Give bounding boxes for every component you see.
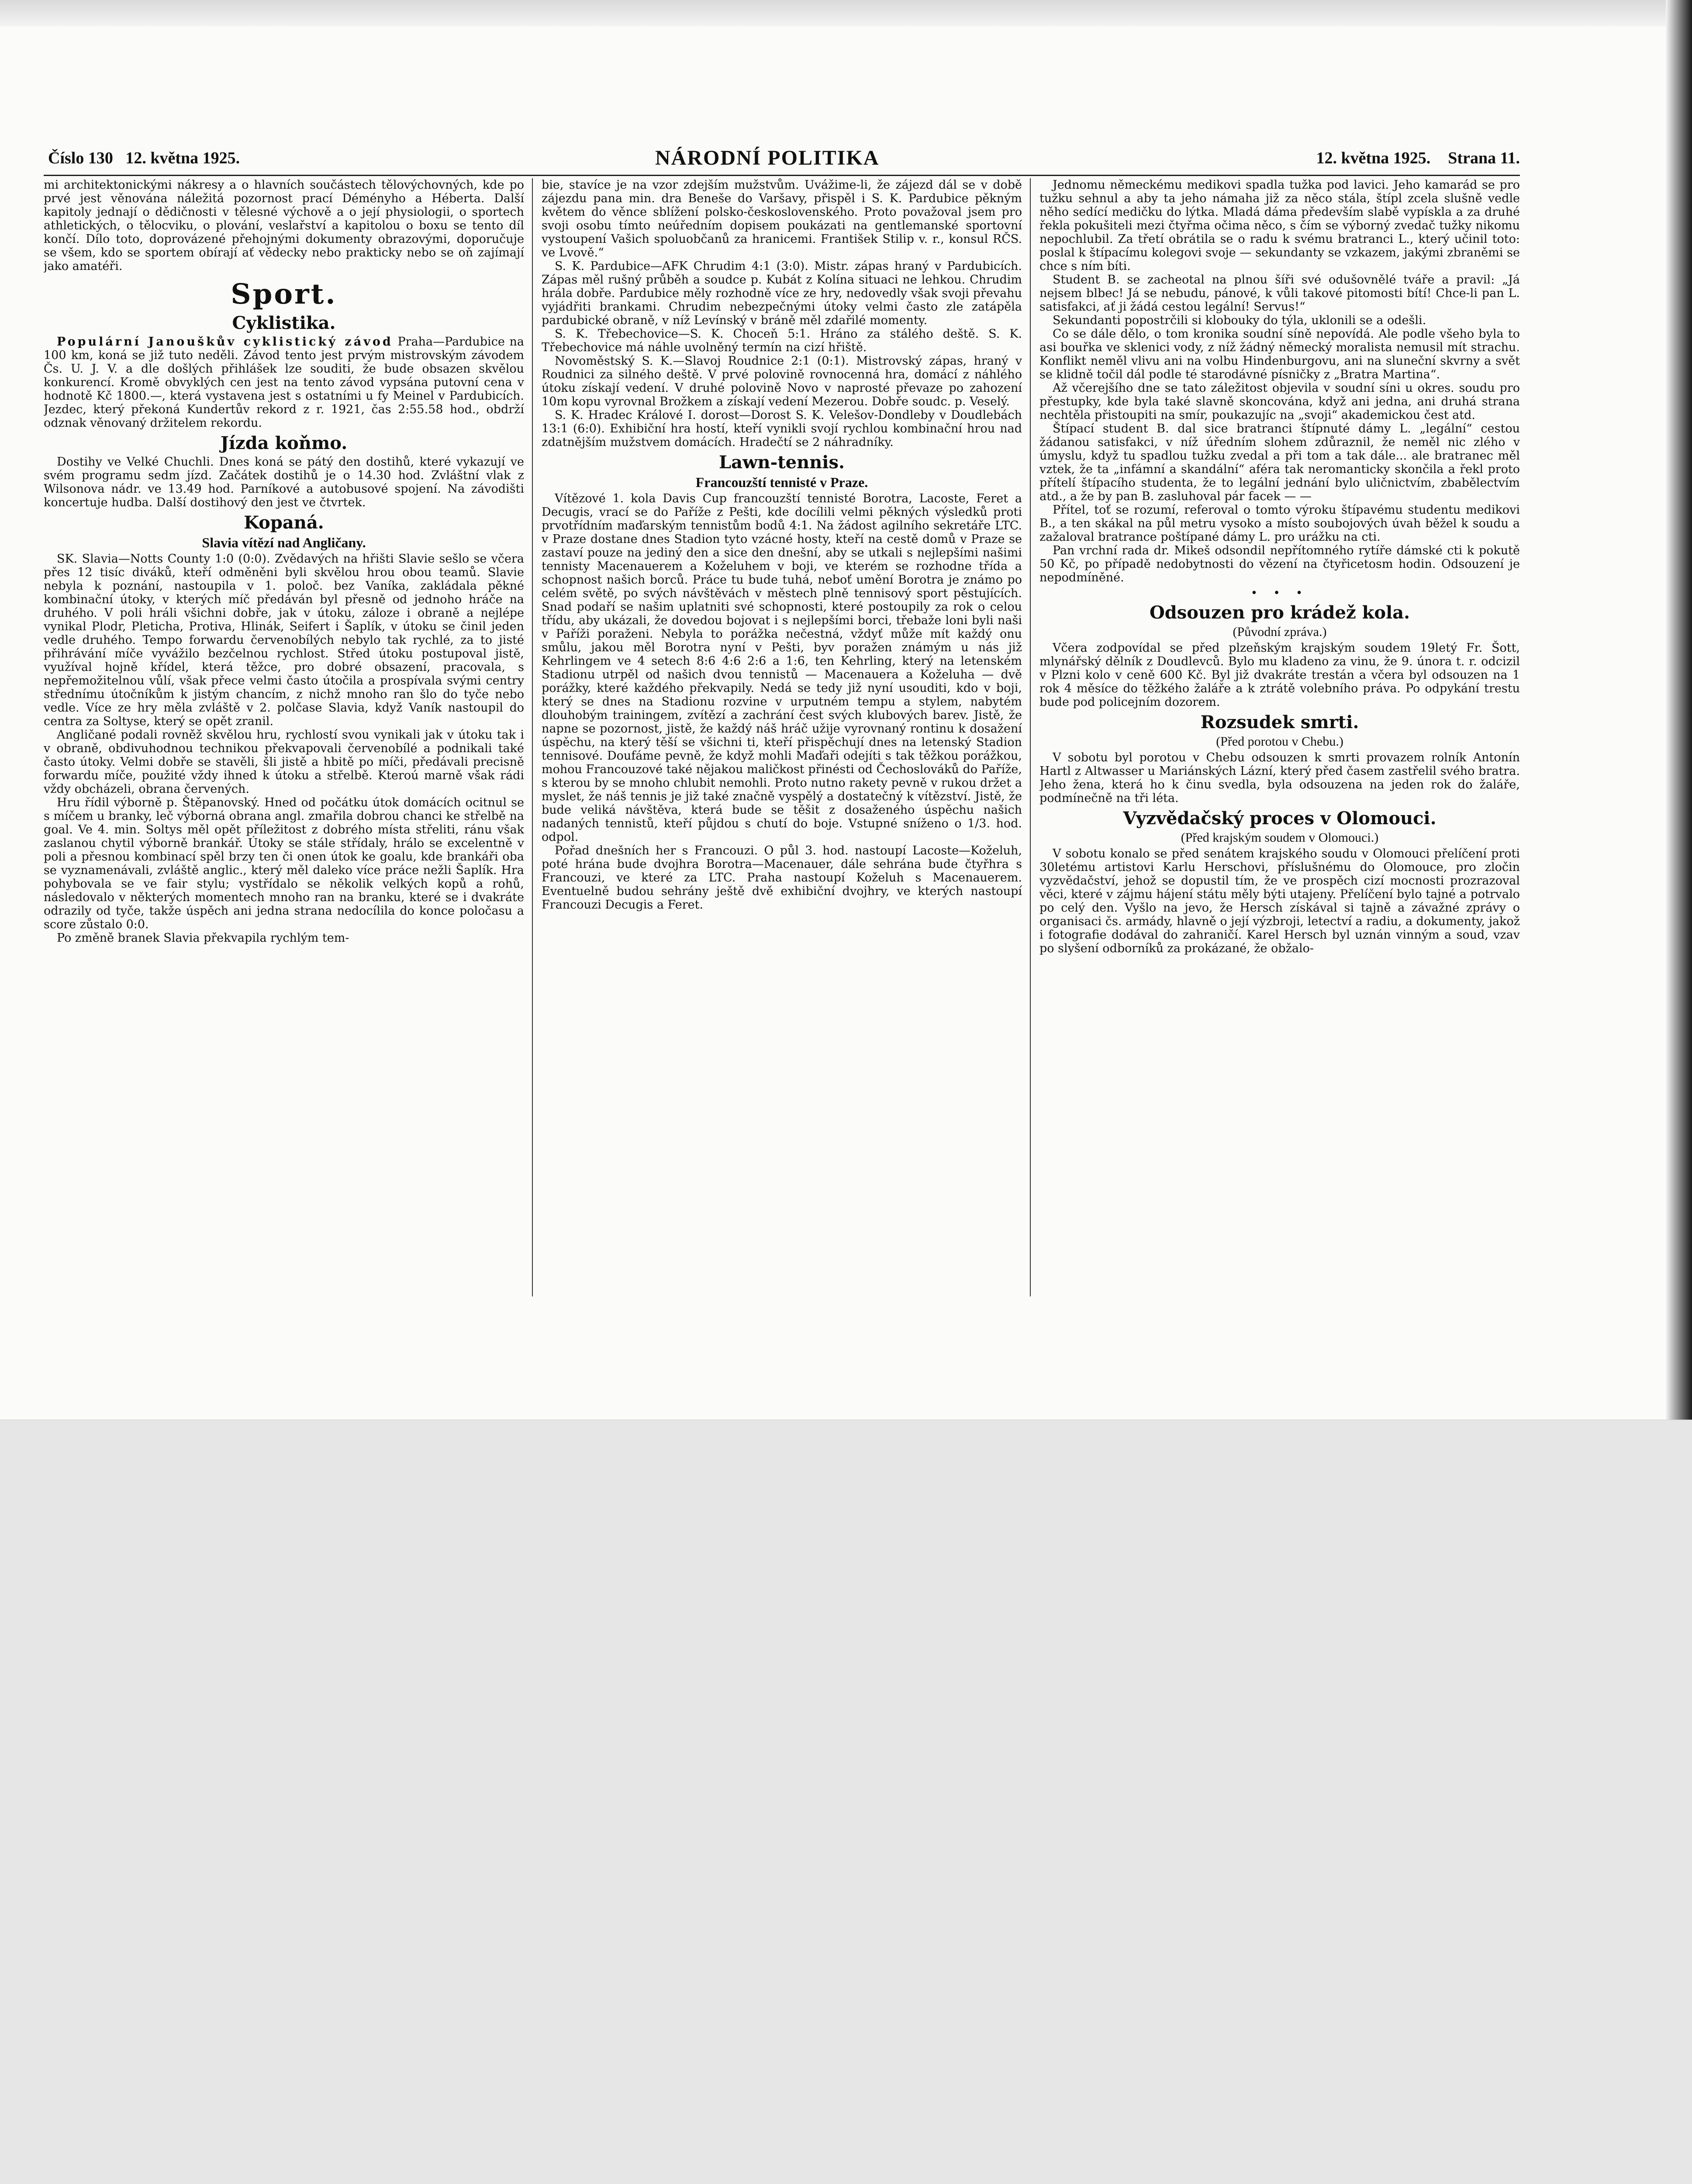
cyklistika-article: [44, 335, 524, 430]
kolo-subheading: (Původní zpráva.): [1233, 625, 1327, 639]
column-1: [44, 178, 524, 1401]
issue-date-left: 12. května 1925.: [125, 149, 240, 167]
sport-heading: Sport.: [231, 278, 337, 311]
letter-continuation: bie, stavíce je na vzor zdejším mužstvům. Uvážime-li, že zájezd dál se v době zájezdu pana min. dra Beneše do Varšavy, přispěl i S. K. Pardubice pěkným květem do věnce sblížení polsko-československého. Proto považoval jsem pro svoji osobu tímto neúředním dopisem poukázati na gentlemanské sportovní vystoupení Vašich spoluobčanů za hranicemi. František Stilip v. r., konsul RČS. ve Lvově.“: [542, 178, 1022, 259]
kolo-article: Včera zodpovídal se před plzeňským krajským soudem 19letý Fr. Šott, mlynářský dělník z Doudlevců. Bylo mu kladeno za vinu, že 9. února t. r. odcizil v Plzni kolo v ceně 600 Kč. Byl již dvakráte trestán a včera byl odsouzen na 1 rok 4 měsíce do těžkého žaláře a k ztrátě volebního práva. Po odpykání trestu bude pod policejním dozorem.: [1039, 641, 1520, 709]
proces-subheading: (Před krajským soudem v Olomouci.): [1181, 830, 1379, 845]
page-number: Strana 11.: [1448, 149, 1520, 167]
issue-number: Číslo 130: [48, 149, 113, 167]
kolo-heading: Odsouzen pro krádež kola.: [1149, 602, 1410, 623]
lawn-tennis-subheading: Francouzští tennisté v Praze.: [695, 474, 868, 490]
proces-article: V sobotu konalo se před senátem krajského soudu v Olomouci přelíčení proti 30letému artistovi Karlu Herschovi, příslušnému do Olomouce, pro zločin vyzvědačství, jehož se dopustil tím, že ve prospěch cizí mocnosti prozrazoval věci, které v zájmu hájení státu měly býti utajeny. Přelíčení bylo tajné a potrvalo po celý den. Vyšlo na jevo, že Hersch získával si tajně a závažné zprávy o organisaci čs. armády, hlavně o její výzbroji, letectví a radiu, a dokumenty, jakož i fotografie dodával do zahraničí. Karel Hersch byl uznán vinným a soud, vzav po slyšení odborníků za prokázané, že obžalo-: [1039, 847, 1520, 955]
kopana-paragraph-2: Angličané podali rovněž skvělou hru, rychlostí svou vynikali jak v útoku tak i v obraně, obdivuhodnou technikou překvapovali červenobílé a podnikali také často útoky. Velmi dobře se stavěli, šli jistě a hbitě po míči, předávali precisně forwardu míče, použité vždy ihned k útoku a střelbě. Kteroú marně však rádi vždy obcházeli, obrana červených.: [44, 728, 524, 796]
cyklistika-text: Praha—Pardubice na 100 km, koná se již tuto neděli. Závod tento jest prvým mistrovským závodem Čs. U. J. V. a dle došlých přihlášek lze souditi, že bude obsazen skvělou konkurencí. Kromě obvyklých cen jest na tento závod vypsána putovní cena v hodnotě Kč 1800.—, která vystavena jest s ostatními u fy Meinel v Pardubicích. Jezdec, který překoná Kundertův rekord z r. 1921, čas 2:55.58 hod., obdrží odznak věnovaný držitelem rekordu.: [44, 335, 524, 430]
column-2: [542, 178, 1022, 1401]
jizda-article: Dostihy ve Velké Chuchli. Dnes koná se pátý den dostihů, které vykazují ve svém programu sedm jízd. Začátek dostihů je o 14.30 hod. Zvláštní vlak z Wilsonova nádr. ve 13.49 hod. Parníkové a autobusové spojení. Na závodišti koncertuje hudba. Další dostihový den jest ve čtvrtek.: [44, 455, 524, 509]
column-rule-1: [532, 178, 533, 1296]
lawn-tennis-paragraph-2: Pořad dnešních her s Francouzi. O půl 3. hod. nastoupí Lacoste—Koželuh, poté hrána bude dvojhra Borotra—Macenauer, dále sehrána bude čtyřhra s Francouzi, ve které za LTC. Praha nastoupí Koželuh s Macenauerem. Eventuelně budou sehrány ještě dvě exhibiční dvojhry, ve kterých nastoupí Francouzi Decugis a Feret.: [542, 844, 1022, 912]
smrt-heading: Rozsudek smrti.: [1200, 712, 1359, 733]
court-story-paragraph-3: Sekundanti popostrčili si klobouky do týla, uklonili se a odešli.: [1053, 314, 1426, 327]
issue-date-right: 12. května 1925.: [1316, 149, 1431, 167]
header-left: [48, 149, 240, 168]
newspaper-page: [44, 131, 1520, 1406]
lawn-tennis-heading: Lawn-tennis.: [719, 452, 845, 473]
match-hradec: S. K. Hradec Králové I. dorost—Dorost S. K. Velešov-Dondleby v Doudlebách 13:1 (6:0). Exhibiční hra hostí, kteří vynikli svojí rychlou kombinační hrou nad zdatnějším mužstvem domácích. Hradečtí se 2 náhradníky.: [542, 408, 1022, 449]
kopana-paragraph-4: Po změně branek Slavia překvapila rychlým tem-: [57, 931, 349, 945]
match-pardubice: S. K. Pardubice—AFK Chrudim 4:1 (3:0). Mistr. zápas hraný v Pardubicích. Zápas měl rušný průběh a soudce p. Kubát z Kolína situaci ne lehkou. Chrudim hrála dobře. Pardubice měly rozhodně více ze hry, nedovedly však svoji převahu vyjádřiti brankami. Chrudim nebezpečnými útoky velmi často zle zatápěla pardubické obraně, v níž Levínský v bráně měl zdařilé momenty.: [542, 259, 1022, 327]
jizda-heading: Jízda koňmo.: [220, 433, 348, 453]
match-novomestsky: Novoměstský S. K.—Slavoj Roudnice 2:1 (0:1). Mistrovský zápas, hraný v Roudnici za silného deště. V prvé polovině rovnocenná hra, domácí z náhlého útoku získají vedení. V druhé polovině Novo v naprosté převaze po zahození 10m kopu vyrovnal Brožkem a získají vedení Mezerou. Dobře soudc. p. Veselý.: [542, 354, 1022, 408]
court-story-paragraph-7: Přítel, toť se rozumí, referoval o tomto výroku štípavému studentu medikovi B., a ten skákal na půl metru vysoko a místo soubojových úvah běžel k soudu a zažaloval bratrance poštípané dámy L. pro urážku na cti.: [1039, 503, 1520, 544]
header-rule: [44, 175, 1520, 176]
court-story-paragraph-4: Co se dále dělo, o tom kronika soudní síně nepovídá. Ale podle všeho byla to asi bouřka ve sklenici vody, z níž žádný německý moralista nemusil mít strachu. Konflikt neměl vlivu ani na volbu Hindenburgovu, ani na sluneční skvrny a svět se klidně točil dál podle té starodávné písničky z „Bratra Martina“.: [1039, 327, 1520, 381]
kopana-paragraph-3: Hru řídil výborně p. Štěpanovský. Hned od počátku útok domácích ocitnul se s míčem u branky, leč výborná obrana angl. zmařila dobrou chanci ke střelbě na goal. Ve 4. min. Soltys měl opět příležitost z dobrého místa střeliti, ránu však zaslanou chytil výborně brankář. Útoky se stále střídaly, hrálo se excelentně v poli a přesnou kombinací spěl brzy ten či onen útok ke goalu, kde brankáři oba se vyznamenávali, zvláště anglic., který měl daleko více práce nežli Šaplík. Hra pohybovala se ve fair stylu; vystřídalo se několik velkých kopů a rohů, následovalo v některých momentech mnoho ran na branku, které se i dvakráte odrazily od tyče, takže úspěch ani jedna strana nedocílila do konce poločasu a score zůstalo 0:0.: [44, 796, 524, 931]
smrt-article: V sobotu byl porotou v Chebu odsouzen k smrti provazem rolník Antonín Hartl z Altwasser u Mariánských Lázní, který před časem zastřelil svého bratra. Jeho žena, která ho k činu svedla, byla odsouzena na jeden rok do žaláře, podmínečně na tři léta.: [1039, 751, 1520, 805]
court-story-paragraph-1: Jednomu německému medikovi spadla tužka pod lavici. Jeho kamarád se pro tužku sehnul a aby ta jeho námaha již za něco stála, štípl zcela slušně vedle něho sedící medičku do lýtka. Mladá dáma především slabě vypískla a za druhé řekla pokušiteli mezi čtyřma očima něco, s čím se výborný zvedač tužky nikomu nepochlubil. Za třetí obrátila se o radu k svému bratranci L., který učinil toto: poslal k štípacímu kolegovi svoje — sekundanty se vzkazem, jakými zbraněmi se chce s ním bíti.: [1039, 178, 1520, 273]
article-intro: mi architektonickými nákresy a o hlavních součástech tělovýchovných, kde po prvé jest věnována náležitá pozornost prací Déményho a Héberta. Další kapitoly jednají o dědičnosti v tělesné výchově a o její physiologii, o sportech athletických, o tělocviku, o plování, veslařství a kapitolou o boxu se tento díl končí. Dílo toto, doprovázené přehojnými dokumenty obrazovými, doporučuje se všem, kdo se sportem obírají ať vědecky nebo prakticky nebo se oň zajímají jako amatéři.: [44, 178, 524, 273]
court-story-paragraph-6: Štípací student B. dal sice bratranci štípnuté dámy L. „legální“ cestou žádanou satisfakci, v níž úředním slohem zdůraznil, že neměl nic zlého v úmyslu, když tu spadlou tužku zvedal a při tom a tak dále... ale bratranec měl vztek, že ta „infámní a skandální“ aféra tak neromanticky skončila a řekl proto přítelí štípacího studenta, že to legální jednání bylo uličnictvím, zbabělectvím atd., a že by pan B. zasluhoval pár facek — —: [1039, 422, 1520, 503]
kopana-paragraph-1: SK. Slavia—Notts County 1:0 (0:0). Zvědavých na hřišti Slavie sešlo se včera přes 12 tisíc diváků, kteří odměněni byli skvělou hrou obou teamů. Slavie nebyla k poznání, nastoupila v 1. poloč. bez Vaníka, zakládala pěkné kombinační útoky, v kterých míč předáván byl přesně od jednoho hráče na druhého. V poli hráli všichni dobře, jak v útoku, záloze i obraně a nejlépe vynikal Plodr, Pleticha, Protiva, Hlinák, Seifert i Šaplík, v útoku se činil jeden vedle druhého. Tempo forwardu červenobílých nebylo tak rychlé, za to jisté přihrávání míče vyvážilo bezčelnou rychlost. Střed útoku postupoval jistě, využíval hojně křídel, která těžce, pro dobré obsazení, pracovala, s nepřemožitelnou vůlí, však přece velmi často útočila a prospívala svými centry střednímu útočníkům k jistým chancím, z nichž mnoho ran šlo do tyče nebo vedle. Více ze hry měla zvláště v 2. polčase Slavia, když Vaník nastoupil do centra za Soltyse, který se opět zranil.: [44, 552, 524, 728]
court-story-paragraph-2: Student B. se zacheotal na plnou šíři své odušovnělé tváře a pravil: „Já nejsem blbec! Já se nebudu, pánové, k vůli takové pitomosti bítí! Chce-li pan L. satisfakci, ať ji žádá cestou legální! Servus!“: [1039, 273, 1520, 314]
lawn-tennis-paragraph-1: Vítězové 1. kola Davis Cup francouzští tennisté Borotra, Lacoste, Feret a Decugis, vrací se do Paříže z Pešti, kde docílili velmi pěkných výsledků proti prvotřídním maďarským tennistům bodů 4:1. Na žádost agilního sekretáře LTC. v Praze dostane dnes Stadion tyto vzácné hosty, kteří na cestě domů v Praze se zastaví pouze na jediný den a sice den dnešní, aby se utkali s nejlepšími našimi tennisty Macenauerem a Koželuhem v boji, ve kterém se rozhodne třída a schopnost našich borců. Práce tu bude tuhá, neboť umění Borotra je známo po celém světě, po svých návštěvách v městech plně tennisový sport pěstujících. Snad podaří se našim uplatniti své schopnosti, které postoupily za rok o celou třídu, aby ukázali, že dovedou bojovat i s nejlepšími borci, třebaže loni byli naši v Paříži poraženi. Nebyla to porážka nečestná, vždyť může mít každý onu smůlu, jakou měl Borotra nyní v Pešti, byv poražen známým u nás již Kehrlingem ve 4 setech 8:6 4:6 2:6 a 1:6, ten Kehrling, který na letenském Stadionu utrpěl od našich dvou tennistů — Macenauera a Koželuha — dvě porážky, které každého překvapily. Nedá se tedy již nyní usouditi, kdo v boji, který se dnes na Stadionu rozvine v urputném tempu a stylem, nabytém dlouhobým trainingem, zvítězí a zachrání čest svých klubových barev. Jistě, že napne se pozornost, jistě, že každý náš hráč užije vyrovnaný rontinu k dosažení úspěchu, na který těší se všichni ti, kteří přispěchují dnes na letenský Stadion tennisové. Doufáme pevně, že když mohli Maďaři odejíti s tak těžkou porážkou, mohou Francouzové také nějakou maličkost přinésti od Čechoslováků do Paříže, s kterou by se mnoho chlubit nemohli. Proto nutno rakety pevně v rukou držet a myslet, že náš tennis je již také značně vyspělý a dostatečný k vítězství. Jistě, že bude veliká návštěva, která bude se těšit z dosaženého úspěchu našich nadaných tennistů, kteří půjdou s chutí do boje. Vstupné sníženo o 1/3. hod. odpol.: [542, 492, 1022, 844]
column-3: [1039, 178, 1520, 1401]
header-right: [1299, 149, 1520, 168]
court-story-paragraph-5: Až včerejšího dne se tato záležitost objevila v soudní síni u okres. soudu pro přestupky, kde byla také slavně skoncována, když ani jedna, ani druhá strana nechtěla přistoupiti na smír, poukazujíc na „svoji“ akademickou čest atd.: [1039, 381, 1520, 422]
column-rule-2: [1030, 178, 1031, 1296]
masthead: NÁRODNÍ POLITIKA: [655, 146, 880, 169]
page-header: [44, 144, 1520, 170]
court-story-paragraph-8: Pan vrchní rada dr. Mikeš odsondil nepřítomného rytíře dámské cti k pokutě 50 Kč, po případě nedobytnosti do vězení na čtyřicetosm hodin. Odsouzení je nepodmíněné.: [1039, 544, 1520, 584]
proces-heading: Vyzvědačský proces v Olomouci.: [1123, 808, 1436, 829]
smrt-subheading: (Před porotou v Chebu.): [1216, 734, 1343, 749]
separator-stars: • • •: [1250, 587, 1309, 600]
cyklistika-lead: Populární Janouškův cyklistický závod: [57, 335, 393, 349]
kopana-heading: Kopaná.: [244, 512, 324, 533]
cyklistika-heading: Cyklistika.: [232, 313, 336, 333]
kopana-subheading: Slavia vítězí nad Angličany.: [202, 535, 366, 550]
match-trebechovice: S. K. Třebechovice—S. K. Choceň 5:1. Hráno za stálého deště. S. K. Třebechovice má náhle uvolněný termín na cizí hřiště.: [542, 327, 1022, 354]
